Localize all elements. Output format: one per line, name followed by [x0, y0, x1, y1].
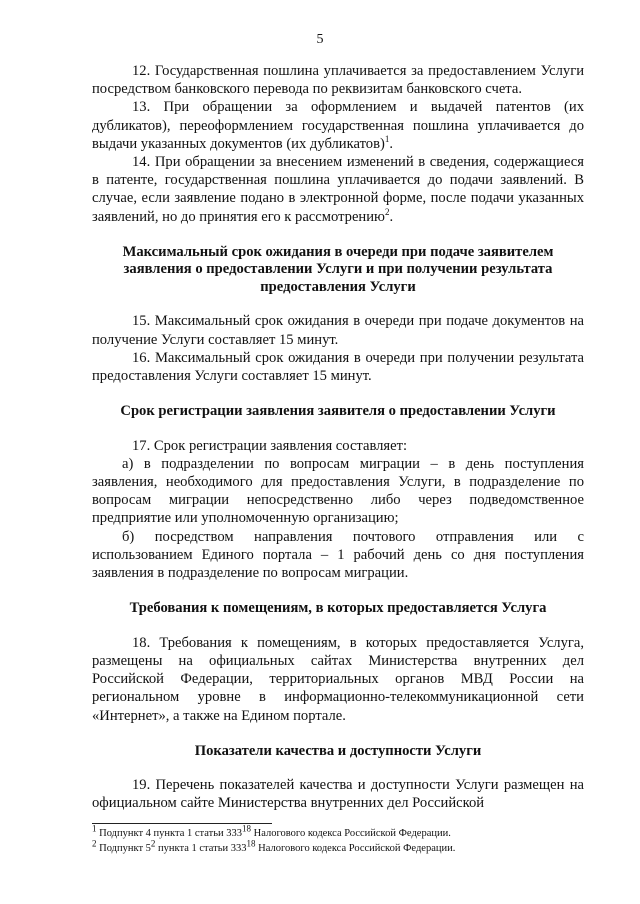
footnote-2: $^2$ Подпункт $5^2$ пункта 1 статьи $333^{18}$ Налогового кодекса Российской Федерации.	[92, 838, 456, 854]
paragraph-17: 17. Срок регистрации заявления составляет:	[132, 437, 408, 454]
paragraph-18: 18. Требования к помещениям, в которых предоставляется Услуга, размещены на официальных сайтах Министерства внутренних дел Российской Федерации, территориальных органов МВД России на региональном уровне в информационно-телекоммуникационной сети «Интернет», а также на Едином портале.	[92, 634, 584, 724]
paragraph-16: 16. Максимальный срок ожидания в очереди при получении результата предоставления Услуги составляет 15 минут.	[92, 349, 584, 384]
document-body	[92, 62, 584, 813]
footnote-1: $^1$ Подпункт 4 пункта 1 статьи $333^{18}$ Налогового кодекса Российской Федерации.	[92, 823, 451, 839]
footnote-ref-1: 1	[384, 133, 390, 144]
section-heading-quality: Показатели качества и доступности Услуги	[194, 742, 482, 759]
paragraph-19: 19. Перечень показателей качества и доступности Услуги размещен на официальном сайте Министерства внутренних дел Российской	[92, 777, 584, 812]
paragraph-13-text: 13. При обращении за оформлением и выдачей патентов (их дубликатов), переоформлением государственная пошлина уплачивается до выдачи указанных документов (их дубликатов)	[92, 99, 584, 152]
page-number: 5	[316, 32, 324, 47]
paragraph-15: 15. Максимальный срок ожидания в очереди при подаче документов на получение Услуги составляет 15 минут.	[92, 313, 584, 348]
footnote-ref-2: 2	[384, 206, 390, 217]
section-heading-queue-time: Максимальный срок ожидания в очереди при подаче заявителем заявления о предоставлении Услуги и при получении результата предоставления Услуги	[122, 243, 554, 295]
paragraph-14-text: 14. При обращении за внесением изменений в сведения, содержащиеся в патенте, государственная пошлина уплачивается до подачи заявлений. В случае, если заявление подано в электронной форме, после подачи указанных заявлений, но до принятия его к рассмотрению	[92, 154, 584, 225]
section-heading-premises: Требования к помещениям, в которых предоставляется Услуга	[129, 600, 547, 617]
paragraph-17a: а) в подразделении по вопросам миграции – в день поступления заявления, необходимого для предоставления Услуги, в подразделение по вопросам миграции непосредственно либо через подведомственное предприятие или уполномоченную организацию;	[92, 455, 584, 527]
section-heading-registration-time: Срок регистрации заявления заявителя о предоставлении Услуги	[120, 403, 556, 420]
paragraph-12: 12. Государственная пошлина уплачивается за предоставлением Услуги посредством банковского перевода по реквизитам банковского счета.	[92, 63, 584, 98]
paragraph-14: 14. При обращении за внесением изменений в сведения, содержащиеся в патенте, государственная пошлина уплачивается до подачи заявлений. В случае, если заявление подано в электронной форме, после подачи указанных заявлений, но до принятия его к рассмотрению$^2$.	[92, 154, 584, 225]
paragraph-13: 13. При обращении за оформлением и выдачей патентов (их дубликатов), переоформлением государственная пошлина уплачивается до выдачи указанных документов (их дубликатов)$^1$.	[92, 99, 584, 152]
paragraph-17b: б) посредством направления почтового отправления или с использованием Единого портала – 1 рабочий день со дня поступления заявления в подразделение по вопросам миграции.	[92, 528, 584, 582]
